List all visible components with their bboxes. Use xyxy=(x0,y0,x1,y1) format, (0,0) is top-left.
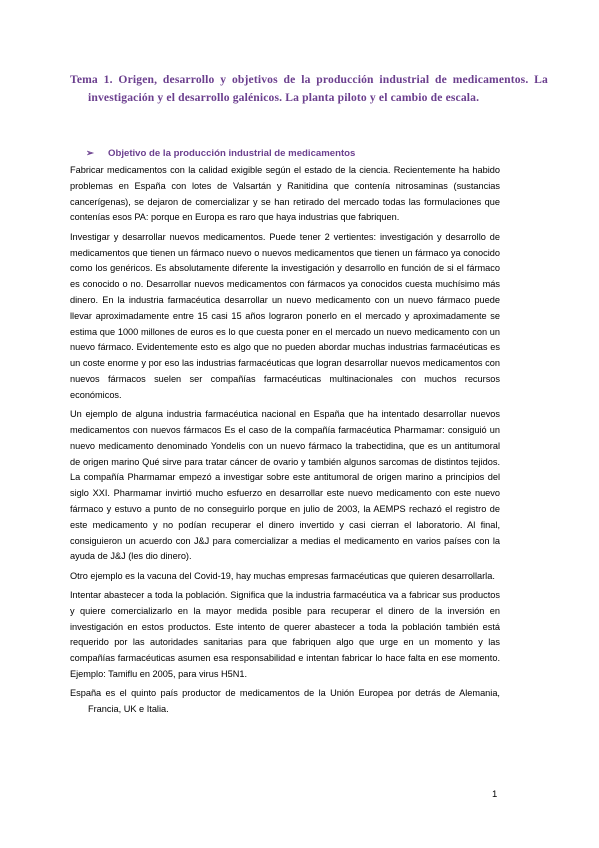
page-number: 1 xyxy=(492,789,498,800)
paragraph: Otro ejemplo es la vacuna del Covid-19, hay muchas empresas farmacéuticas que quieren desarrollarla. xyxy=(70,570,495,581)
document-title: Tema 1. Origen, desarrollo y objetivos de la producción industrial de medicamentos. La investigación y el desarrollo galénicos. La planta piloto y el cambio de escala. xyxy=(70,73,548,104)
section-heading-text: Objetivo de la producción industrial de medicamentos xyxy=(108,148,356,159)
body-text xyxy=(70,163,500,722)
arrow-bullet-icon: ➢ xyxy=(86,148,95,159)
section-heading xyxy=(86,146,355,162)
paragraph: Investigar y desarrollar nuevos medicamentos. Puede tener 2 vertientes: investigación y desarrollo de medicamentos que tienen un fármaco nuevo o nuevos medicamentos que tienen un fármaco ya conocido como los genéricos. Es absolutamente diferente la investigación y desarrollo en función de si el fármaco es conocido o no. Desarrollar nuevos medicamentos con fármacos ya conocidos cuesta muchísimo más dinero. En la industria farmacéutica desarrollar un nuevo medicamento con un nuevo fármaco puede llevar aproximadamente entre 15 casi 15 años lograron ponerlo en el mercado y aproximadamente se estima que 1000 millones de euros es lo que cuesta poner en el mercado un nuevo medicamento con un nuevo fármaco. Evidentemente esto es algo que no pueden abordar muchas industrias farmacéuticas es un coste enorme y por eso las industrias farmacéuticas que logran desarrollar nuevos medicamentos con nuevos fármacos suelen ser compañías farmacéuticas multinacionales con muchos recursos económicos. xyxy=(70,231,500,400)
paragraph: Un ejemplo de alguna industria farmacéutica nacional en España que ha intentado desarrollar nuevos medicamentos con nuevos fármacos Es el caso de la compañía farmacéutica Pharmamar: consiguió un nuevo medicamento denominado Yondelis con un nuevo fármaco la trabectidina, que es un antitumoral de origen marino Qué sirve para tratar cáncer de ovario y también algunos sarcomas de distintos tejidos. La compañía Pharmamar empezó a investigar sobre este antitumoral de origen marino a principios del siglo XXI. Pharmamar invirtió mucho esfuerzo en desarrollar este nuevo medicamento con este nuevo fármaco y estuvo a punto de no conseguirlo porque en julio de 2003, la AEMPS rechazó el registro de este medicamento y no podían recuperar el dinero invertido y casi cierran el laboratorio. Al final, consiguieron un acuerdo con J&J para comercializar a medias el medicamento en varios países con la ayuda de J&J (les dio dinero). xyxy=(70,409,500,562)
paragraph: Fabricar medicamentos con la calidad exigible según el estado de la ciencia. Recientemente ha habido problemas en España con lotes de Valsartán y Ranitidina que contenía nitrosaminas (sustancias cancerígenas), se dejaron de comercializar y se han retirado del mercado todas las formulaciones que contenías esos PA: porque en Europa es raro que haya industrias que fabriquen. xyxy=(70,165,500,223)
paragraph: Intentar abastecer a toda la población. Significa que la industria farmacéutica va a fabricar sus productos y quiere comercializarlo en la mayor medida posible para recuperar el dinero de la inversión en investigación en estos productos. Este intento de querer abastecer a toda la población también está requerido por las autoridades sanitarias para que fabriquen algo que urge en un momento y las compañías farmacéuticas asumen esa responsabilidad e intentan fabricar lo hace falta en ese momento. Ejemplo: Tamiflu en 2005, para virus H5N1. xyxy=(70,590,500,680)
paragraph: España es el quinto país productor de medicamentos de la Unión Europea por detrás de Alemania, Francia, UK e Italia. xyxy=(70,688,500,715)
